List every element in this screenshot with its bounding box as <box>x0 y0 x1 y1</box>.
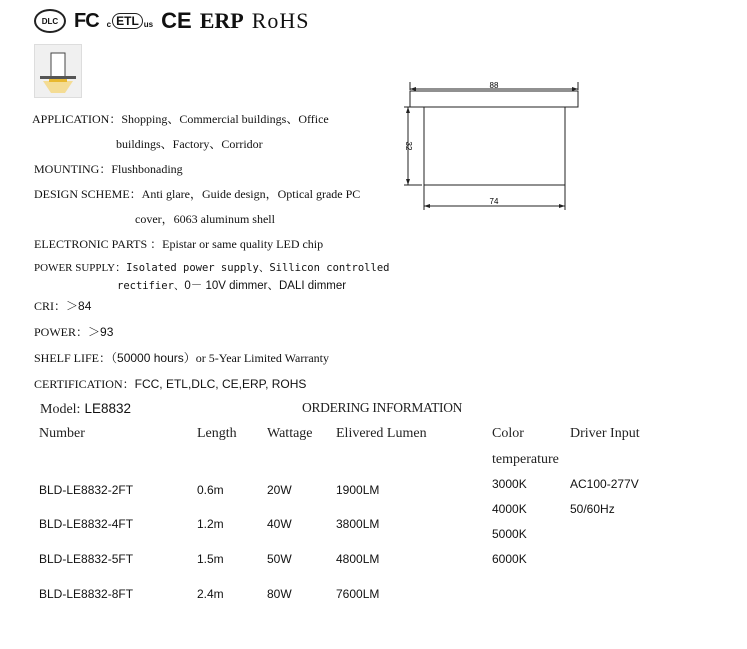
driver-frequency: 50/60Hz <box>570 502 615 516</box>
spec-design-1: DESIGN SCHEME：Anti glare，Guide design，Optical grade PC <box>34 187 361 201</box>
ce-logo: CE <box>161 8 192 33</box>
spec-power-supply-text-2b: 0－ 10V dimmer、DALI dimmer <box>184 280 347 292</box>
spec-cri-value: ＞84 <box>66 299 92 313</box>
row-2-wattage: 40W <box>267 517 292 531</box>
header-number: Number <box>39 426 85 441</box>
product-thumbnail <box>34 44 82 98</box>
row-4-number: BLD-LE8832-8FT <box>39 587 134 601</box>
ordering-title: ORDERING INFORMATION <box>302 400 463 415</box>
etl-logo-prefix: c <box>106 20 112 29</box>
row-1-wattage: 20W <box>267 483 292 497</box>
spec-cert-value: FCC, ETL,DLC, CE,ERP, ROHS <box>134 377 307 391</box>
spec-shelf-life <box>34 349 329 367</box>
spec-shelf-hours: 50000 hours <box>117 351 184 365</box>
header-color-1: Color <box>492 426 524 441</box>
recessed-light-icon <box>35 45 81 97</box>
model-line <box>40 400 131 418</box>
row-1-lumen: 1900LM <box>336 483 380 497</box>
etl-logo-suffix: us <box>143 20 154 29</box>
dimension-width-top: 88 <box>489 81 499 90</box>
spec-application-2: buildings、Factory、Corridor <box>116 137 263 151</box>
row-1-number: BLD-LE8832-2FT <box>39 483 134 497</box>
color-temp-4000k: 4000K <box>492 502 527 516</box>
spec-cri <box>34 297 91 315</box>
row-4-wattage: 80W <box>267 587 292 601</box>
model-value: LE8832 <box>84 401 131 416</box>
spec-certification <box>34 375 306 393</box>
rohs-logo: RoHS <box>251 8 310 33</box>
dimension-width-bottom: 74 <box>489 197 499 206</box>
spec-application-1: APPLICATION：Shopping、Commercial buildings、Office <box>32 112 329 126</box>
spec-mounting: MOUNTING：Flushbonading <box>34 162 183 176</box>
spec-shelf-label: SHELF LIFE：（ <box>34 351 118 365</box>
row-4-lumen: 7600LM <box>336 587 380 601</box>
row-4-length: 2.4m <box>197 587 224 601</box>
row-3-lumen: 4800LM <box>336 552 380 566</box>
header-driver: Driver Input <box>570 426 640 441</box>
spec-power-supply-2 <box>117 276 346 294</box>
color-temp-3000k: 3000K <box>492 477 527 491</box>
row-2-length: 1.2m <box>197 517 224 531</box>
spec-cert-label: CERTIFICATION： <box>34 377 135 391</box>
model-label: Model: <box>40 402 81 417</box>
spec-design-2: cover，6063 aluminum shell <box>135 212 275 226</box>
header-length: Length <box>197 426 237 441</box>
row-3-wattage: 50W <box>267 552 292 566</box>
driver-voltage: AC100-277V <box>570 477 639 491</box>
certification-logos <box>34 8 310 34</box>
spec-power-supply-text-2a: rectifier、 <box>117 280 185 292</box>
dlc-logo: DLC <box>34 9 66 33</box>
color-temp-6000k: 6000K <box>492 552 527 566</box>
row-2-number: BLD-LE8832-4FT <box>39 517 134 531</box>
etl-logo <box>107 13 153 29</box>
header-color-2: temperature <box>492 452 559 467</box>
row-1-length: 0.6m <box>197 483 224 497</box>
spec-electronic: ELECTRONIC PARTS ：Epistar or same quality LED chip <box>34 237 324 251</box>
spec-power-value: ＞93 <box>88 325 114 339</box>
header-lumen: Elivered Lumen <box>336 426 427 441</box>
erp-logo: ERP <box>199 8 244 33</box>
dimension-height: 32 <box>404 141 413 151</box>
dimension-drawing <box>400 78 590 213</box>
row-3-number: BLD-LE8832-5FT <box>39 552 134 566</box>
etl-logo-mark: ETL <box>112 13 143 29</box>
header-wattage: Wattage <box>267 426 313 441</box>
spec-power <box>34 323 113 341</box>
spec-power-label: POWER： <box>34 325 89 339</box>
spec-power-supply-text-1: Isolated power supply、Sillicon controlled <box>126 262 390 274</box>
color-temp-5000k: 5000K <box>492 527 527 541</box>
spec-shelf-rest: ）or 5-Year Limited Warranty <box>183 351 329 365</box>
row-2-lumen: 3800LM <box>336 517 380 531</box>
spec-power-supply-1 <box>34 258 389 276</box>
spec-cri-label: CRI： <box>34 299 67 313</box>
fc-logo: FC <box>74 9 99 32</box>
row-3-length: 1.5m <box>197 552 224 566</box>
spec-power-supply-label: POWER SUPPLY： <box>34 262 127 274</box>
